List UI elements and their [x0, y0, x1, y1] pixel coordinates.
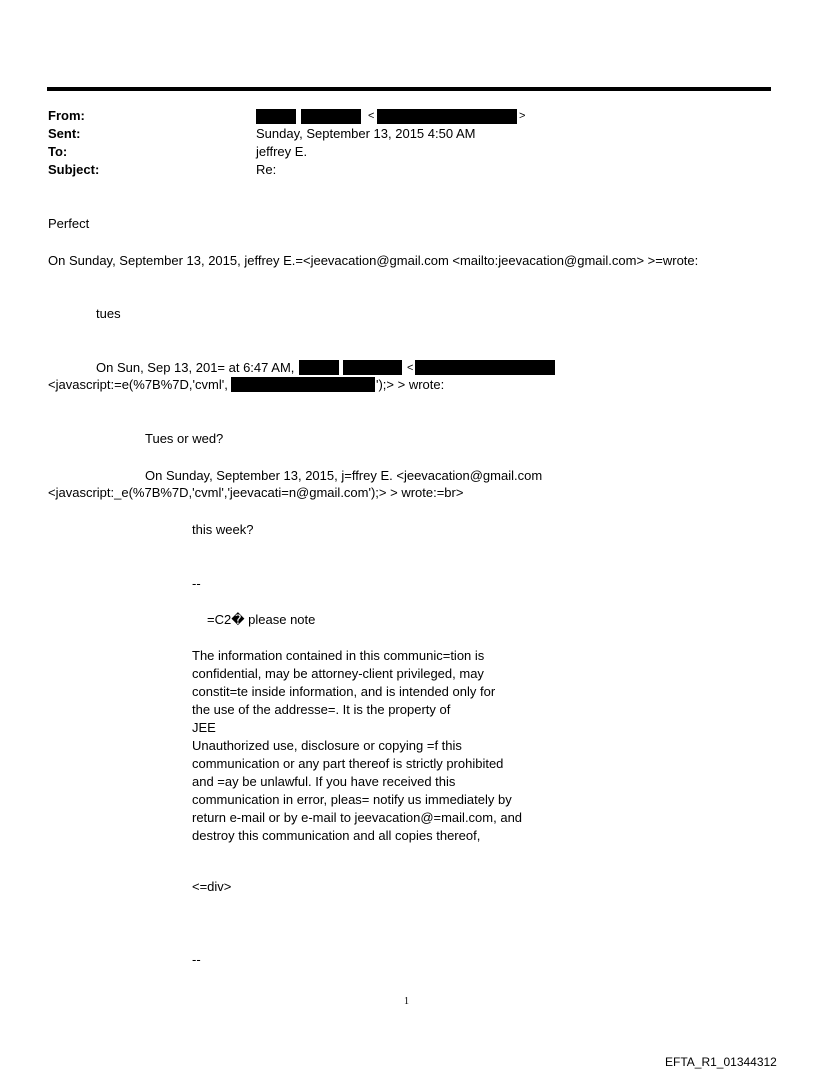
redaction-from-last-name — [301, 109, 361, 124]
disclaimer-line: return e-mail or by e-mail to jeevacation@=mail.com, and — [192, 810, 523, 825]
redaction-quote2-last-name — [343, 360, 402, 375]
signature-separator: -- — [192, 576, 201, 591]
quote3-text: this week? — [192, 522, 254, 537]
disclaimer-line: The information contained in this communic=tion is — [192, 648, 485, 663]
quote1-header: On Sunday, September 13, 2015, jeffrey E.=<jeevacation@gmail.com <mailto:jeevacation@gmail.com> >=wrote: — [48, 253, 699, 268]
disclaimer-line: communication in error, pleas= notify us immediately by — [192, 792, 512, 807]
redaction-quote2-email — [415, 360, 555, 375]
signature-separator-2: -- — [192, 952, 201, 967]
document-id: EFTA_R1_01344312 — [665, 1055, 777, 1069]
disclaimer-line: the use of the addresse=. It is the property of — [192, 702, 451, 717]
confidentiality-disclaimer — [192, 647, 522, 845]
sent-value: Sunday, September 13, 2015 4:50 AM — [256, 126, 476, 141]
sent-label: Sent: — [48, 126, 81, 141]
quote3-header-line1: On Sunday, September 13, 2015, j=ffrey E. <jeevacation@gmail.com — [145, 468, 543, 483]
redaction-quote2-first-name — [299, 360, 339, 375]
redaction-from-email — [377, 109, 517, 124]
disclaimer-line: constit=te inside information, and is intended only for — [192, 684, 496, 699]
header-rule — [47, 87, 771, 91]
please-note: =C2� please note — [207, 612, 316, 627]
reply-text: Perfect — [48, 216, 90, 231]
quote2-header-line2-b: ');> > wrote: — [376, 377, 445, 392]
disclaimer-line: confidential, may be attorney-client privileged, may — [192, 666, 484, 681]
disclaimer-line: JEE — [192, 720, 216, 735]
disclaimer-line: and =ay be unlawful. If you have received this — [192, 774, 456, 789]
to-value: jeffrey E. — [256, 144, 308, 159]
disclaimer-line: destroy this communication and all copies thereof, — [192, 828, 481, 843]
from-gt: > — [519, 110, 526, 122]
div-tag-text: <=div> — [192, 879, 232, 894]
quote3-header-line2: <javascript:_e(%7B%7D,'cvml','jeevacati=n@gmail.com');> > wrote:=br> — [48, 485, 464, 500]
from-label: From: — [48, 108, 85, 123]
disclaimer-line: communication or any part thereof is strictly prohibited — [192, 756, 504, 771]
redaction-quote2-javascript-email — [231, 377, 375, 392]
redaction-from-first-name — [256, 109, 296, 124]
disclaimer-line: Unauthorized use, disclosure or copying =f this — [192, 738, 462, 753]
quote2-text: Tues or wed? — [145, 431, 224, 446]
subject-value: Re: — [256, 162, 277, 177]
subject-label: Subject: — [48, 162, 100, 177]
quote1-text: tues — [96, 306, 121, 321]
page-number: 1 — [404, 996, 409, 1007]
quote2-lt: < — [407, 362, 414, 374]
from-lt: < — [368, 110, 375, 122]
quote2-header-line2-a: <javascript:=e(%7B%7D,'cvml', — [48, 377, 228, 392]
to-label: To: — [48, 144, 68, 159]
quote2-header-line1: On Sun, Sep 13, 201= at 6:47 AM, — [96, 360, 295, 375]
